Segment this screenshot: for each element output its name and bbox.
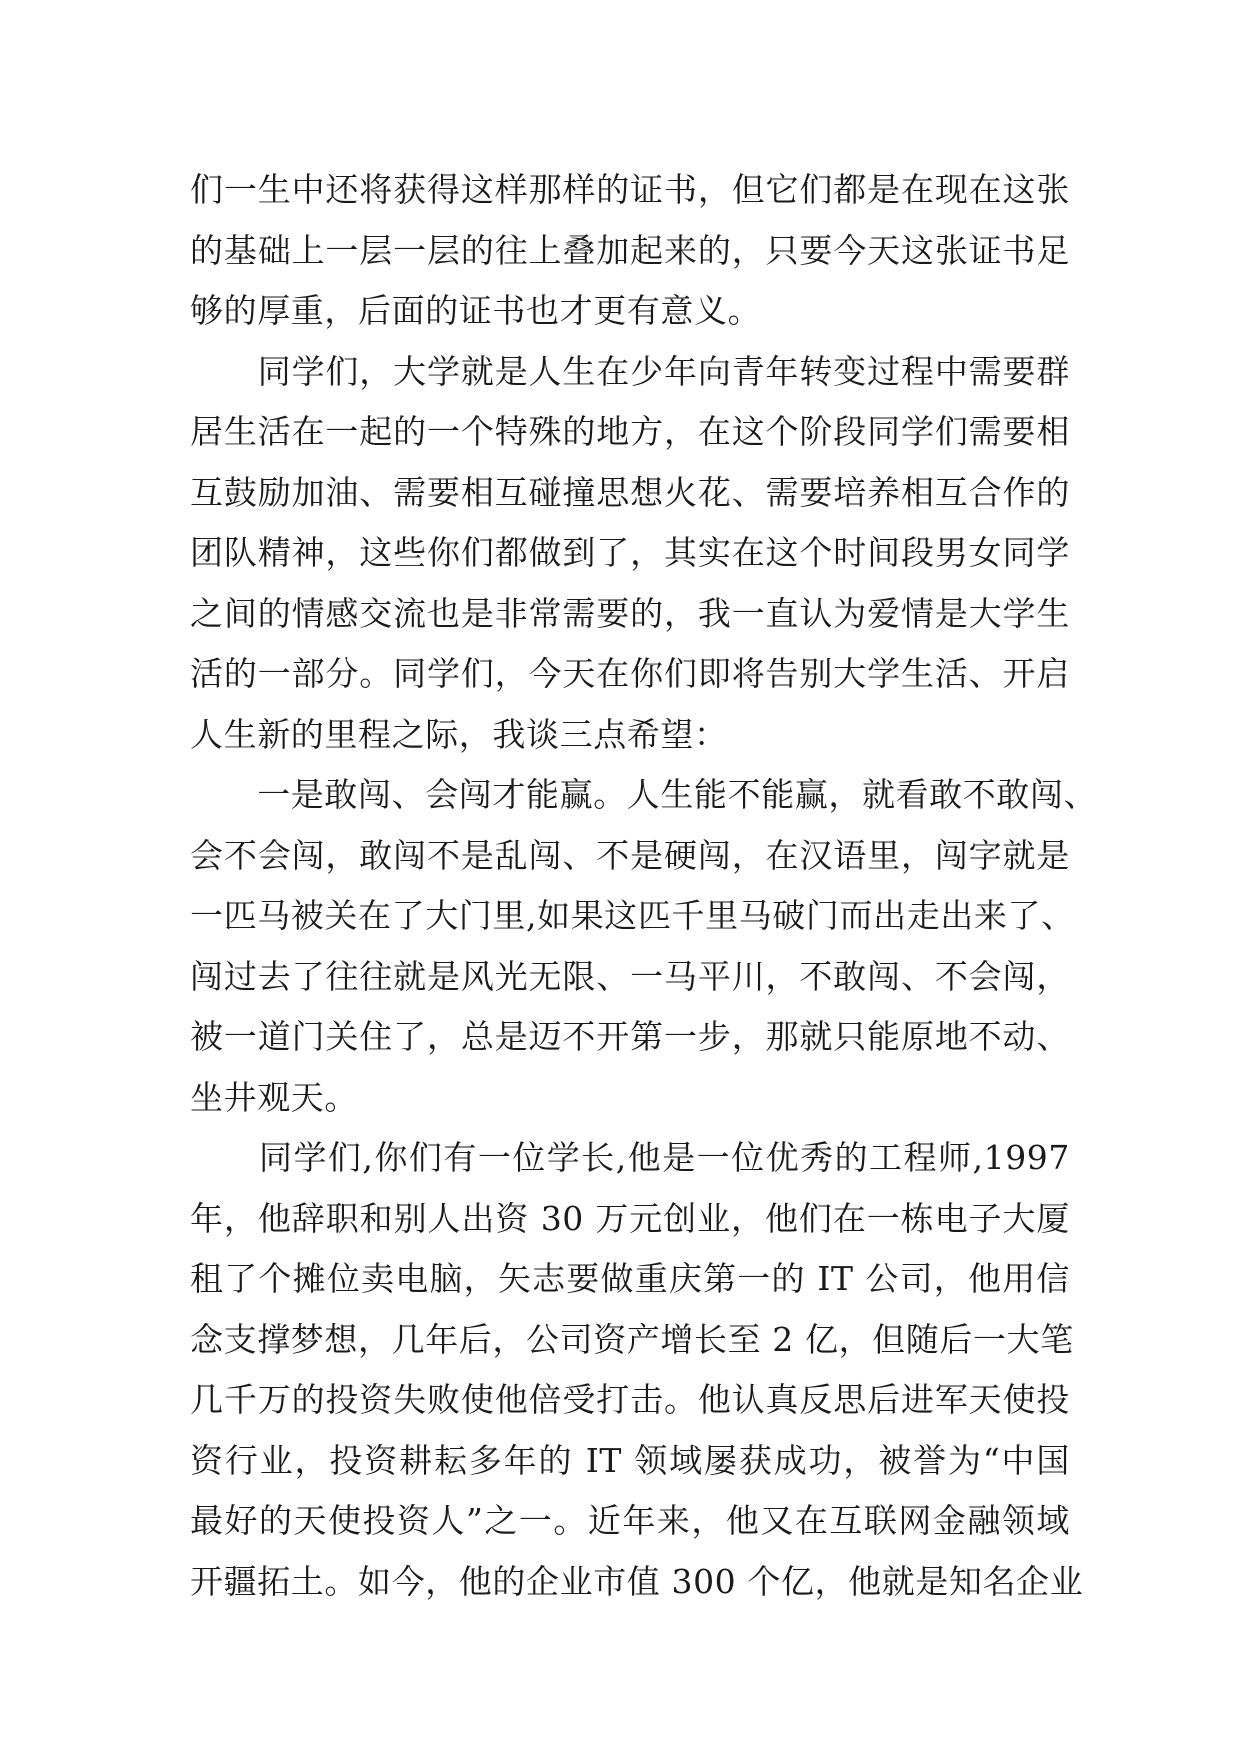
text-line: 坐井观天。 xyxy=(190,1077,358,1117)
body-text xyxy=(190,160,1098,1612)
paragraph xyxy=(190,342,1070,766)
text-line: 闯过去了往往就是风光无限、一马平川，不敢闯、不会闯， xyxy=(190,956,1070,996)
text-line: 一匹马被关在了大门里,如果这匹千里马破门而出走出来了、 xyxy=(190,896,1075,935)
text-line: 同学们，大学就是人生在少年向青年转变过程中需要群 xyxy=(190,351,1070,391)
text-line: 团队精神，这些你们都做到了，其实在这个时间段男女同学 xyxy=(190,533,1070,572)
text-line: 活的一部分。同学们，今天在你们即将告别大学生活、开启 xyxy=(190,654,1070,693)
text-line: 够的厚重，后面的证书也才更有意义。 xyxy=(190,291,762,330)
text-line: 同学们,你们有一位学长,他是一位优秀的工程师,1997 xyxy=(190,1138,1070,1177)
text-line: 之间的情感交流也是非常需要的，我一直认为爱情是大学生 xyxy=(190,593,1070,633)
paragraph xyxy=(190,160,1070,342)
paragraph xyxy=(190,765,1098,1128)
text-line: 会不会闯，敢闯不是乱闯、不是硬闯，在汉语里，闯字就是 xyxy=(190,835,1070,875)
text-line: 居生活在一起的一个特殊的地方，在这个阶段同学们需要相 xyxy=(190,412,1070,451)
paragraph xyxy=(190,1128,1084,1612)
text-line: 互鼓励加油、需要相互碰撞思想火花、需要培养相互合作的 xyxy=(190,472,1070,512)
text-line: 被一道门关住了，总是迈不开第一步，那就只能原地不动、 xyxy=(190,1017,1070,1056)
text-line: 们一生中还将获得这样那样的证书，但它们都是在现在这张 xyxy=(190,170,1070,209)
text-line: 年，他辞职和别人出资 30 万元创业，他们在一栋电子大厦 xyxy=(190,1198,1070,1238)
text-line: 开疆拓土。如今，他的企业市值 300 个亿，他就是知名企业 xyxy=(190,1561,1084,1601)
text-line: 人生新的里程之际，我谈三点希望： xyxy=(190,714,728,754)
text-line: 一是敢闯、会闯才能赢。人生能不能赢，就看敢不敢闯、 xyxy=(190,775,1098,814)
text-line: 最好的天使投资人”之一。近年来，他又在互联网金融领域 xyxy=(190,1501,1070,1540)
text-line: 几千万的投资失败使他倍受打击。他认真反思后进军天使投 xyxy=(190,1380,1070,1419)
text-line: 资行业，投资耕耘多年的 IT 领域屡获成功，被誉为“中国 xyxy=(190,1440,1070,1480)
text-line: 的基础上一层一层的往上叠加起来的，只要今天这张证书足 xyxy=(190,230,1070,270)
text-line: 念支撑梦想，几年后，公司资产增长至 2 亿，但随后一大笔 xyxy=(190,1319,1074,1359)
text-line: 租了个摊位卖电脑，矢志要做重庆第一的 IT 公司，他用信 xyxy=(190,1259,1070,1298)
